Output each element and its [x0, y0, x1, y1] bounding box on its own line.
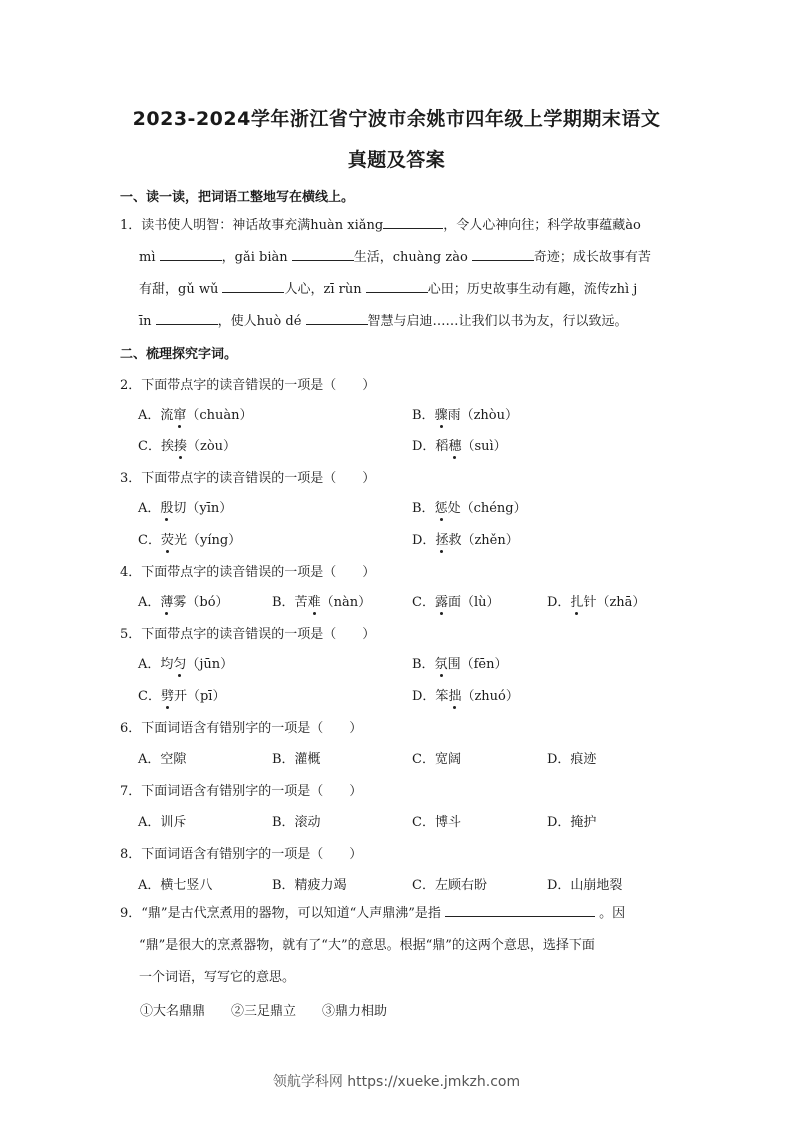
answer-blank[interactable] [472, 246, 534, 261]
q8-option-d[interactable]: D．山崩地裂 [547, 878, 623, 893]
question-4-stem: 4．下面带点字的读音错误的一项是（ ） [120, 565, 376, 580]
q1-text-6: 奇迹；成长故事有苦 [533, 250, 651, 265]
answer-blank[interactable] [292, 246, 354, 261]
q2-option-b[interactable]: B．骤雨（zhòu） [412, 408, 518, 423]
q6-option-d[interactable]: D．痕迹 [547, 752, 597, 767]
q1-text-11: ，使人huò dé [217, 314, 302, 329]
q2-option-a[interactable]: A．流窜（chuàn） [138, 408, 253, 423]
footer-watermark[interactable]: 领航学科网 https://xueke.jmkzh.com [272, 1074, 521, 1090]
answer-blank[interactable] [160, 246, 222, 261]
q8-option-b[interactable]: B．精疲力竭 [272, 878, 347, 893]
q8-option-a[interactable]: A．横七竖八 [138, 878, 213, 893]
q5-option-a[interactable]: A．均匀（jūn） [138, 657, 234, 672]
q8-option-c[interactable]: C．左顾右盼 [412, 878, 487, 893]
q6-option-b[interactable]: B．灌概 [272, 752, 321, 767]
q3-option-a[interactable]: A．殷切（yīn） [138, 501, 233, 516]
q9-text-1: 9．“鼎”是古代烹煮用的器物，可以知道“人声鼎沸”是指 [120, 906, 441, 921]
q9-text-2: 。因 [599, 906, 626, 921]
q6-option-c[interactable]: C．宽阔 [412, 752, 461, 767]
q2-option-c[interactable]: C．挨揍（zòu） [138, 439, 237, 454]
q5-option-b[interactable]: B．氛围（fēn） [412, 657, 508, 672]
q1-text-7: 有甜，gǔ wǔ [139, 282, 219, 297]
answer-blank[interactable] [383, 214, 443, 229]
q1-text-4: ，gǎi biàn [221, 250, 288, 265]
q7-option-b[interactable]: B．滚动 [272, 815, 321, 830]
doc-title-line1: 2023-2024学年浙江省宁波市余姚市四年级上学期期末语文 [132, 108, 661, 130]
q4-option-a[interactable]: A．薄雾（bó） [138, 595, 229, 610]
q7-option-d[interactable]: D．掩护 [547, 815, 597, 830]
q1-text-12: 智慧与启迪……让我们以书为友，行以致远。 [367, 314, 628, 329]
q4-option-d[interactable]: D．扎针（zhā） [547, 595, 646, 610]
question-2-stem: 2．下面带点字的读音错误的一项是（ ） [120, 378, 376, 393]
q3-option-d[interactable]: D．拯救（zhěn） [412, 533, 519, 548]
q1-text-9: 心田；历史故事生动有趣，流传zhì j [427, 282, 638, 297]
q1-text-10: īn [139, 314, 152, 329]
answer-blank[interactable] [366, 278, 428, 293]
question-3-stem: 3．下面带点字的读音错误的一项是（ ） [120, 471, 376, 486]
question-7-stem: 7．下面词语含有错别字的一项是（ ） [120, 784, 363, 799]
answer-blank[interactable] [306, 310, 368, 325]
q5-option-c[interactable]: C．劈开（pī） [138, 689, 226, 704]
section2-heading: 二、梳理探究字词。 [120, 347, 238, 362]
question-6-stem: 6．下面词语含有错别字的一项是（ ） [120, 721, 363, 736]
question-1 [120, 210, 680, 338]
answer-blank[interactable] [445, 902, 595, 917]
q3-option-c[interactable]: C．荧光（yíng） [138, 533, 242, 548]
question-8-stem: 8．下面词语含有错别字的一项是（ ） [120, 847, 363, 862]
q9-word-options: ①大名鼎鼎 ②三足鼎立 ③鼎力相助 [140, 1004, 388, 1019]
q1-text-3: mì [139, 250, 156, 265]
q2-option-d[interactable]: D．稻穗（suì） [412, 439, 507, 454]
q9-text-4: 一个词语，写写它的意思。 [139, 970, 296, 985]
q6-option-a[interactable]: A．空隙 [138, 752, 187, 767]
question-9 [120, 898, 680, 994]
q5-option-d[interactable]: D．笨拙（zhuó） [412, 689, 519, 704]
section1-heading: 一、读一读，把词语工整地写在横线上。 [120, 190, 355, 205]
q4-option-b[interactable]: B．苦难（nàn） [272, 595, 372, 610]
q4-option-c[interactable]: C．露面（lù） [412, 595, 500, 610]
q7-option-a[interactable]: A．训斥 [138, 815, 187, 830]
q1-text-1: 1．读书使人明智：神话故事充满huàn xiǎng [120, 218, 384, 233]
q1-text-2: ，令人心神向往；科学故事蕴藏ào [443, 218, 641, 233]
answer-blank[interactable] [156, 310, 218, 325]
answer-blank[interactable] [222, 278, 284, 293]
q1-text-8: 人心，zī rùn [284, 282, 362, 297]
question-5-stem: 5．下面带点字的读音错误的一项是（ ） [120, 627, 376, 642]
q1-text-5: 生活，chuàng zào [353, 250, 468, 265]
q3-option-b[interactable]: B．惩处（chéng） [412, 501, 527, 516]
doc-title-line2: 真题及答案 [347, 149, 446, 171]
q9-text-3: “鼎”是很大的烹煮器物，就有了“大”的意思。根据“鼎”的这两个意思，选择下面 [139, 938, 595, 953]
q7-option-c[interactable]: C．博斗 [412, 815, 461, 830]
